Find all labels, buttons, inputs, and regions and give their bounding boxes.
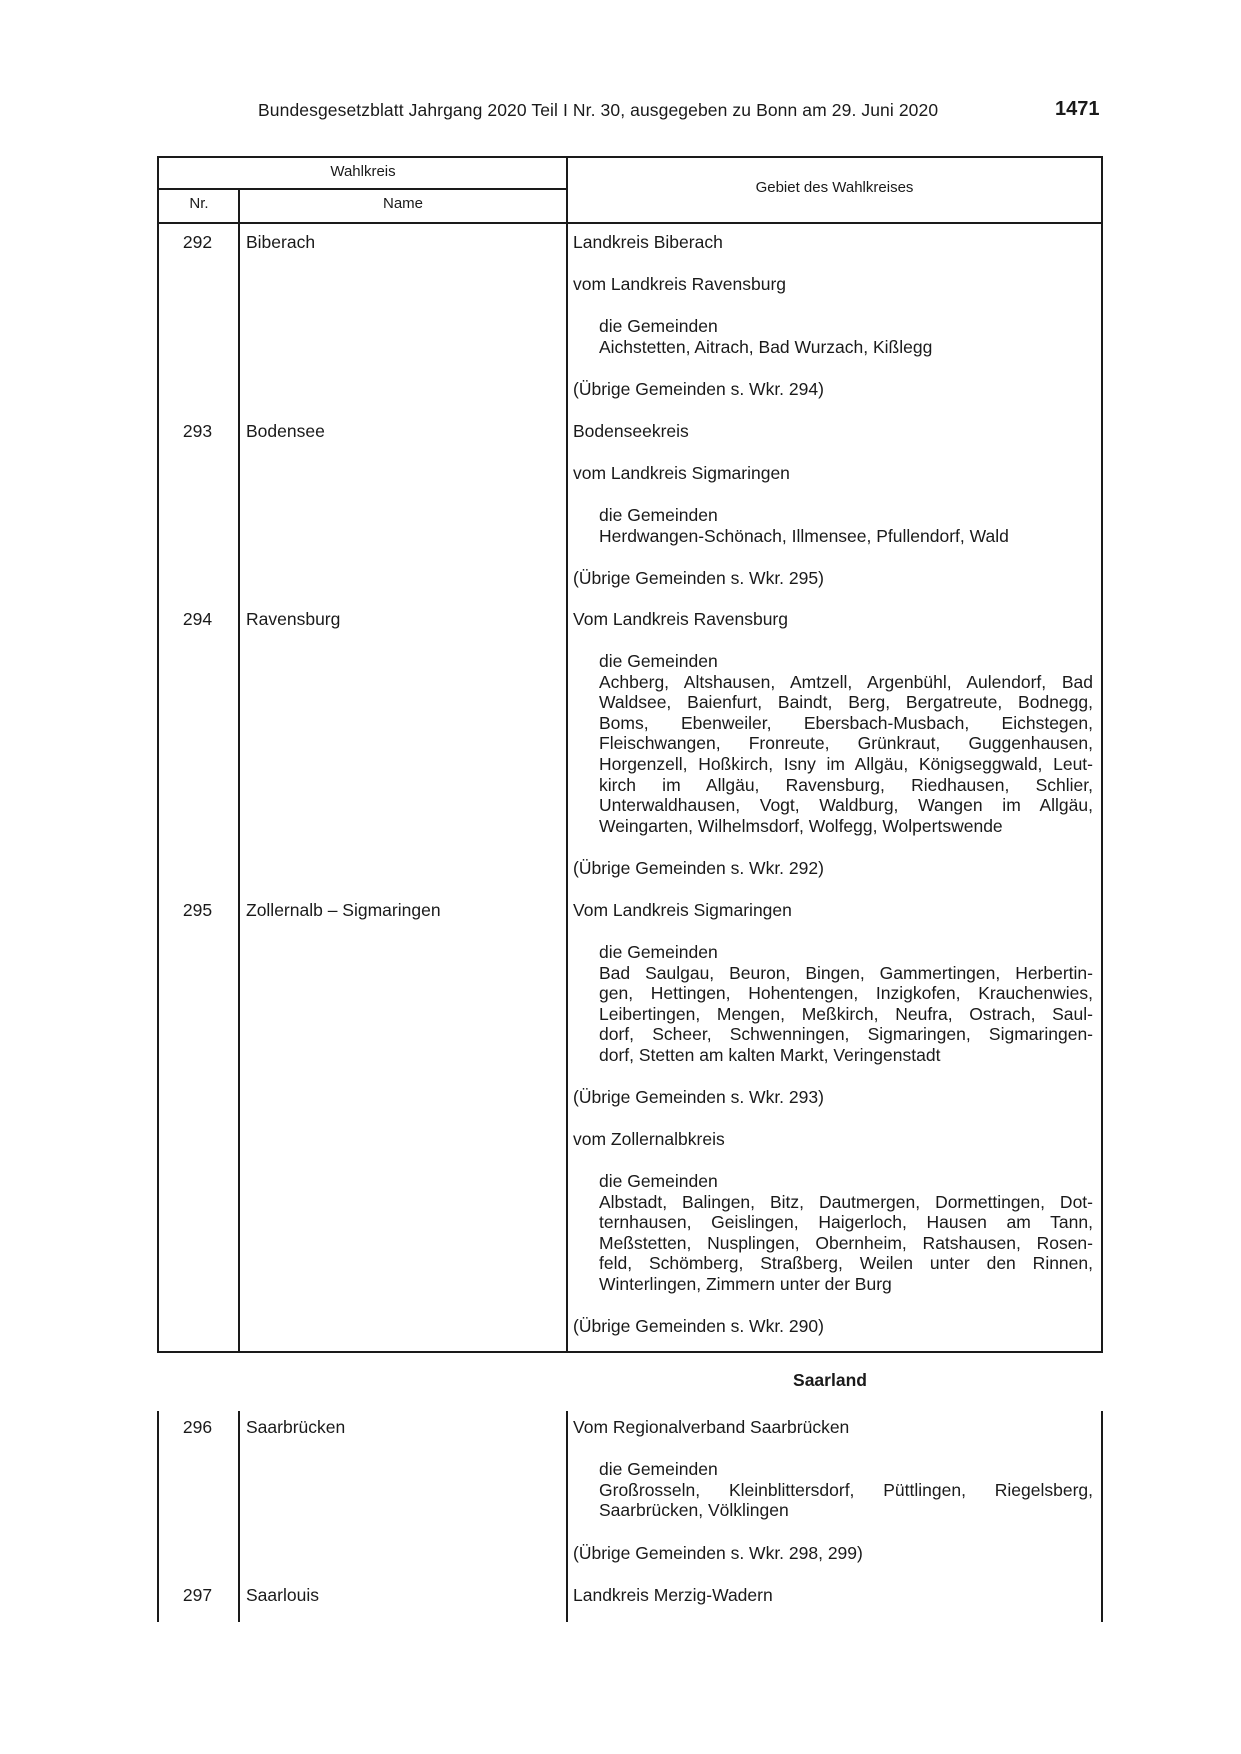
table-top-rule <box>158 156 1103 158</box>
running-title: Bundesgesetzblatt Jahrgang 2020 Teil I Nr. 30, ausgegeben zu Bonn am 29. Juni 2020 <box>258 100 939 120</box>
gebiet-line: Landkreis Biberach <box>573 232 723 252</box>
row-name: Saarbrücken <box>246 1417 346 1437</box>
row-name: Bodensee <box>246 421 325 441</box>
gemeinden-label: die Gemeinden <box>599 505 718 525</box>
row-name: Biberach <box>246 232 316 252</box>
gemeinden-line: Boms, Ebenweiler, Ebersbach-Musbach, Eichstegen, <box>599 712 1093 733</box>
head-bottom-rule <box>158 222 1103 224</box>
row-nr: 292 <box>182 232 213 252</box>
gebiet-note: (Übrige Gemeinden s. Wkr. 292) <box>573 858 824 878</box>
gemeinden-label: die Gemeinden <box>599 1171 718 1191</box>
gemeinden-block <box>599 316 1093 357</box>
gemeinden-line: dorf, Stetten am kalten Markt, Veringenstadt <box>599 1044 941 1065</box>
gemeinden-line: Weingarten, Wilhelmsdorf, Wolfegg, Wolpertswende <box>599 815 1003 836</box>
table-right-border <box>1101 156 1103 1353</box>
section-rule <box>158 1351 1103 1353</box>
gemeinden-line: Winterlingen, Zimmern unter der Burg <box>599 1273 892 1294</box>
gemeinden-block <box>599 1171 1093 1295</box>
table-left-border <box>157 156 159 1353</box>
head-mid-rule <box>158 188 567 190</box>
gebiet-line: Vom Landkreis Ravensburg <box>573 609 788 629</box>
gebiet-note: (Übrige Gemeinden s. Wkr. 294) <box>573 379 824 399</box>
page-number: 1471 <box>1055 98 1100 120</box>
gebiet-note: (Übrige Gemeinden s. Wkr. 290) <box>573 1316 824 1336</box>
row-nr: 293 <box>182 421 213 441</box>
gemeinden-line: Achberg, Altshausen, Amtzell, Argenbühl, Aulendorf, Bad <box>599 671 1093 692</box>
gemeinden-line: gen, Hettingen, Hohentengen, Inzigkofen, Krauchenwies, <box>599 983 1093 1004</box>
gemeinden-line: Bad Saulgau, Beuron, Bingen, Gammertingen, Herbertin- <box>599 962 1093 983</box>
row-nr: 297 <box>182 1585 213 1605</box>
row-name: Ravensburg <box>246 609 341 629</box>
col-divider-name-2 <box>566 1411 568 1622</box>
col-divider-nr-2 <box>238 1411 240 1622</box>
head-name: Name <box>382 195 423 212</box>
row-nr: 295 <box>182 900 213 920</box>
gemeinden-block <box>599 651 1093 836</box>
gemeinden-line: Meßstetten, Nusplingen, Obernheim, Ratshausen, Rosen- <box>599 1232 1093 1253</box>
gemeinden-line: Großrosseln, Kleinblittersdorf, Püttlingen, Riegelsberg, <box>599 1479 1093 1500</box>
gebiet-line: vom Zollernalbkreis <box>573 1129 725 1149</box>
gemeinden-line: feld, Schömberg, Straßberg, Weilen unter den Rinnen, <box>599 1253 1093 1274</box>
gebiet-line: Landkreis Merzig-Wadern <box>573 1585 773 1605</box>
table-right-border-2 <box>1101 1411 1103 1622</box>
row-nr: 294 <box>182 609 213 629</box>
gebiet-line: Bodenseekreis <box>573 421 689 441</box>
gemeinden-line: Horgenzell, Hoßkirch, Isny im Allgäu, Königseggwald, Leut- <box>599 753 1093 774</box>
gemeinden-line: Unterwaldhausen, Vogt, Waldburg, Wangen im Allgäu, <box>599 795 1093 816</box>
head-wahlkreis: Wahlkreis <box>330 163 396 180</box>
gemeinden-list: Aichstetten, Aitrach, Bad Wurzach, Kißlegg <box>599 336 933 357</box>
table-left-border-2 <box>157 1411 159 1622</box>
gemeinden-line: Leibertingen, Mengen, Meßkirch, Neufra, Ostrach, Saul- <box>599 1003 1093 1024</box>
head-nr: Nr. <box>189 195 209 212</box>
gemeinden-line: kirch im Allgäu, Ravensburg, Riedhausen, Schlier, <box>599 774 1093 795</box>
col-divider-nr <box>238 188 240 1353</box>
head-gebiet: Gebiet des Wahlkreises <box>755 179 914 196</box>
gemeinden-block <box>599 505 1093 546</box>
gemeinden-line: Fleischwangen, Fronreute, Grünkraut, Guggenhausen, <box>599 733 1093 754</box>
gebiet-note: (Übrige Gemeinden s. Wkr. 295) <box>573 568 824 588</box>
gemeinden-line: dorf, Scheer, Schwenningen, Sigmaringen, Sigmaringen- <box>599 1024 1093 1045</box>
gemeinden-line: Saarbrücken, Völklingen <box>599 1500 789 1521</box>
row-nr: 296 <box>182 1417 213 1437</box>
gemeinden-label: die Gemeinden <box>599 651 718 671</box>
gemeinden-list: Herdwangen-Schönach, Illmensee, Pfullendorf, Wald <box>599 525 1009 546</box>
gemeinden-line: ternhausen, Geislingen, Haigerloch, Hausen am Tann, <box>599 1212 1093 1233</box>
gemeinden-block <box>599 1459 1093 1521</box>
gemeinden-line: Albstadt, Balingen, Bitz, Dautmergen, Dormettingen, Dot- <box>599 1191 1093 1212</box>
gemeinden-label: die Gemeinden <box>599 942 718 962</box>
gebiet-line: vom Landkreis Sigmaringen <box>573 463 790 483</box>
gebiet-line: Vom Landkreis Sigmaringen <box>573 900 792 920</box>
gebiet-line: Vom Regionalverband Saarbrücken <box>573 1417 850 1437</box>
row-name: Zollernalb – Sigmaringen <box>246 900 441 920</box>
gemeinden-label: die Gemeinden <box>599 316 718 336</box>
row-name: Saarlouis <box>246 1585 319 1605</box>
gebiet-note: (Übrige Gemeinden s. Wkr. 298, 299) <box>573 1543 863 1563</box>
gemeinden-line: Waldsee, Baienfurt, Baindt, Berg, Bergatreute, Bodnegg, <box>599 692 1093 713</box>
gebiet-note: (Übrige Gemeinden s. Wkr. 293) <box>573 1087 824 1107</box>
gemeinden-label: die Gemeinden <box>599 1459 718 1479</box>
gemeinden-block <box>599 942 1093 1066</box>
col-divider-name <box>566 156 568 1353</box>
gebiet-line: vom Landkreis Ravensburg <box>573 274 787 294</box>
section-heading: Saarland <box>793 1370 867 1390</box>
